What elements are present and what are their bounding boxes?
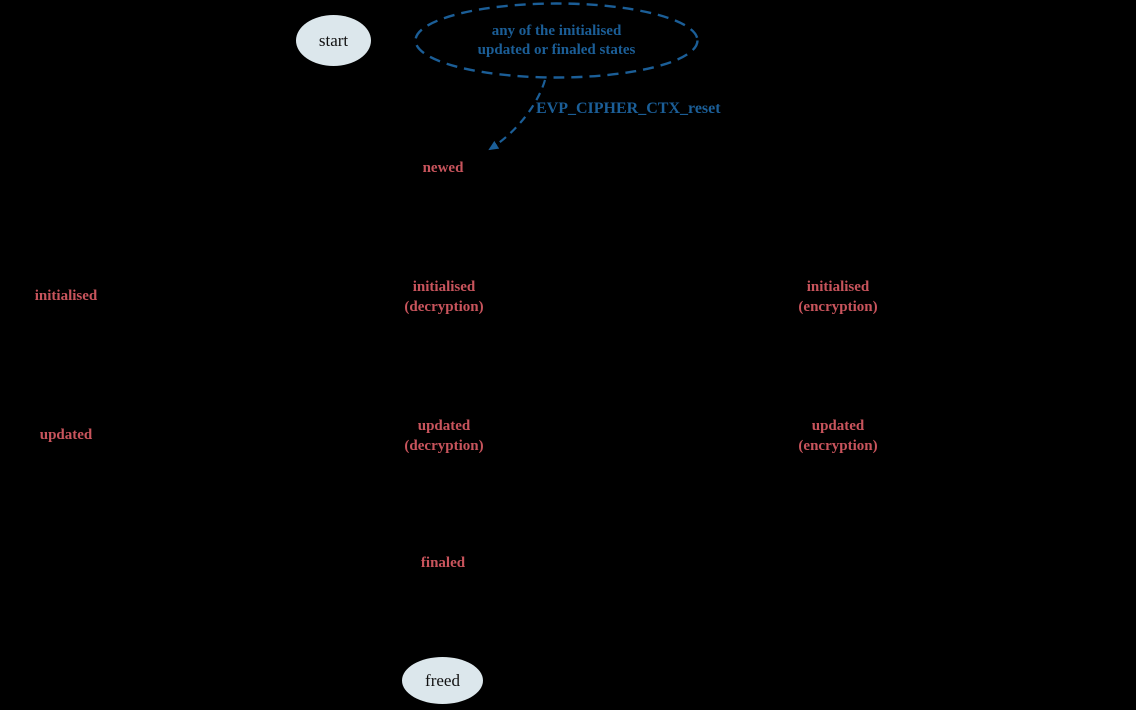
node-updated-encryption-line2: (encryption) <box>798 438 878 454</box>
node-any-states <box>415 3 698 78</box>
node-newed-label: newed <box>422 160 464 176</box>
node-initialised-encryption <box>768 277 908 317</box>
node-finaled-label: finaled <box>420 555 466 571</box>
node-initialised-decryption-line2: (decryption) <box>404 299 484 315</box>
node-initialised-decryption <box>374 277 514 317</box>
node-initialised <box>0 286 136 306</box>
node-updated-encryption <box>768 416 908 456</box>
node-freed-label: freed <box>425 670 460 690</box>
node-updated-encryption-line1: updated <box>811 418 865 434</box>
node-initialised-decryption-line1: initialised <box>412 279 476 295</box>
node-initialised-encryption-line1: initialised <box>806 279 870 295</box>
node-updated <box>0 425 136 445</box>
node-newed <box>373 158 513 178</box>
node-finaled <box>373 553 513 573</box>
node-updated-label: updated <box>39 427 93 443</box>
node-initialised-label: initialised <box>34 288 98 304</box>
reset-edge-label: EVP_CIPHER_CTX_reset <box>536 100 721 117</box>
node-any-states-line2: updated or finaled states <box>477 41 636 58</box>
node-initialised-encryption-line2: (encryption) <box>798 299 878 315</box>
node-freed <box>402 657 483 704</box>
node-updated-decryption-line2: (decryption) <box>404 438 484 454</box>
node-start-label: start <box>318 30 349 50</box>
node-updated-decryption <box>374 416 514 456</box>
node-any-states-line1: any of the initialised <box>491 22 622 39</box>
node-start <box>296 15 371 66</box>
node-updated-decryption-line1: updated <box>417 418 471 434</box>
